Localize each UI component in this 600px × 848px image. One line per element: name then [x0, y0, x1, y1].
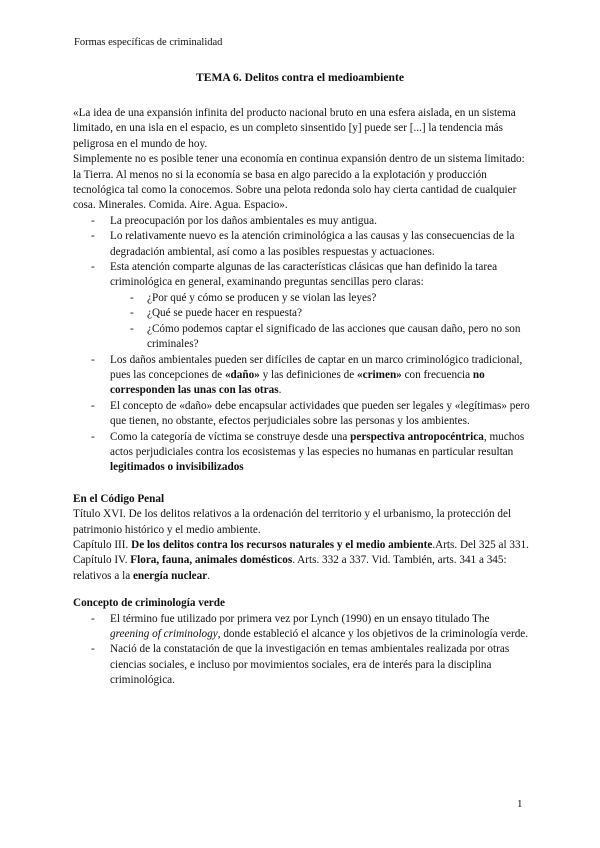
text-run: .Arts. Del 325 al 331. [432, 538, 529, 551]
codigo-capitulo-4 [73, 553, 531, 584]
sub-list-item: - ¿Cómo podemos captar el significado de las acciones que causan daño, pero no son criminales? [110, 322, 531, 353]
page-title: TEMA 6. Delitos contra el medioambiente [195, 71, 404, 84]
list-item: - Lo relativamente nuevo es la atención criminológica a las causas y las consecuencias de la degradación ambiental, así como a las posibles respuestas y actuaciones. [73, 229, 531, 260]
list-item [73, 430, 531, 476]
spacer [73, 584, 531, 596]
bold-phrase: Flora, fauna, animales domésticos [130, 554, 293, 567]
text-run: El término fue utilizado por primera vez por Lynch (1990) en un ensayo titulado The [110, 612, 490, 625]
concepto-bullet-list [73, 612, 531, 689]
bold-phrase: legitimados o invisibilizados [110, 461, 244, 474]
list-item [73, 353, 531, 399]
codigo-capitulo-3 [73, 538, 531, 553]
spacer [73, 476, 531, 492]
text-run: . [207, 569, 211, 582]
page-number: 1 [517, 798, 523, 810]
text-run: . Arts. 332 a 337. Vid. También, arts. 341 a 345: relativos a la [73, 554, 507, 582]
bold-term-crimen: «crimen» [357, 368, 402, 381]
main-bullet-list [73, 214, 531, 476]
running-header: Formas específicas de criminalidad [74, 37, 223, 48]
text-run: con frecuencia [401, 368, 473, 381]
quote-paragraph-2: Simplemente no es posible tener una economía en continua expansión dentro de un sistema limitado: la Tierra. Al menos no si la economía se basa en algo parecido a la explotación y producción tecnológica tal como la conocemos. Sobre una pelota redonda solo hay cierta cantidad de cualquier cosa. Minerales. Comida. Aire. Agua. Espacio». [73, 153, 525, 212]
text-run: , donde estableció el alcance y los objetivos de la criminología verde. [217, 628, 529, 640]
text-run: , muchos actos perjudiciales contra los ecosistemas y las especies no humanas en particular resultan [110, 430, 525, 458]
list-item: - El concepto de «daño» debe encapsular actividades que pueden ser legales y «legítimas» pero que tienen, no obstante, efectos perjudiciales sobre las personas y los ambientes. [73, 399, 531, 430]
text-run: Como la categoría de víctima se construye desde una [110, 430, 351, 443]
sub-bullet-list [110, 291, 531, 353]
list-item: - Nació de la constatación de que la investigación en temas ambientales realizada por otras ciencias sociales, e incluso por movimientos sociales, era de interés para la disciplina criminológica. [73, 642, 531, 688]
bold-term-dano: «daño» [224, 368, 260, 381]
text-run: Capítulo IV. [73, 554, 131, 567]
section-heading-criminologia-verde: Concepto de criminología verde [73, 597, 225, 610]
italic-title: greening of criminology [110, 628, 218, 640]
bold-phrase: energía nuclear [132, 569, 208, 582]
text-run: Los daños ambientales pueden ser difíciles de captar en un marco criminológico tradicional, pues las concepciones de [110, 353, 523, 381]
list-item [73, 612, 531, 643]
bold-phrase: perspectiva antropocéntrica [350, 430, 484, 443]
bold-phrase: no corresponden las unas con las otras [110, 368, 485, 397]
codigo-titulo: Título XVI. De los delitos relativos a la ordenación del territorio y el urbanismo, la protección del patrimonio histórico y el medio ambiente. [73, 508, 512, 536]
sub-list-item: - ¿Qué se puede hacer en respuesta? [110, 306, 531, 321]
text-run: y las definiciones de [259, 368, 358, 381]
list-item [73, 260, 531, 352]
text-run: Capítulo III. [73, 538, 132, 551]
bold-phrase: De los delitos contra los recursos naturales y el medio ambiente [131, 538, 433, 551]
sub-list-item: - ¿Por qué y cómo se producen y se violan las leyes? [110, 291, 531, 306]
text-run: . [278, 384, 282, 397]
section-heading-codigo-penal: En el Código Penal [73, 492, 165, 505]
quote-paragraph-1: «La idea de una expansión infinita del producto nacional bruto en una esfera aislada, en un sistema limitado, en una isla en el espacio, es un completo sinsentido [y] puede ser [...] la tendencia más peligrosa en el mundo de hoy. [73, 107, 516, 150]
document-body [73, 106, 531, 689]
list-item: - La preocupación por los daños ambientales es muy antigua. [73, 214, 531, 229]
list-item-text: Esta atención comparte algunas de las características clásicas que han definido la tarea criminológica en general, examinando preguntas sencillas pero claras: [110, 261, 498, 289]
